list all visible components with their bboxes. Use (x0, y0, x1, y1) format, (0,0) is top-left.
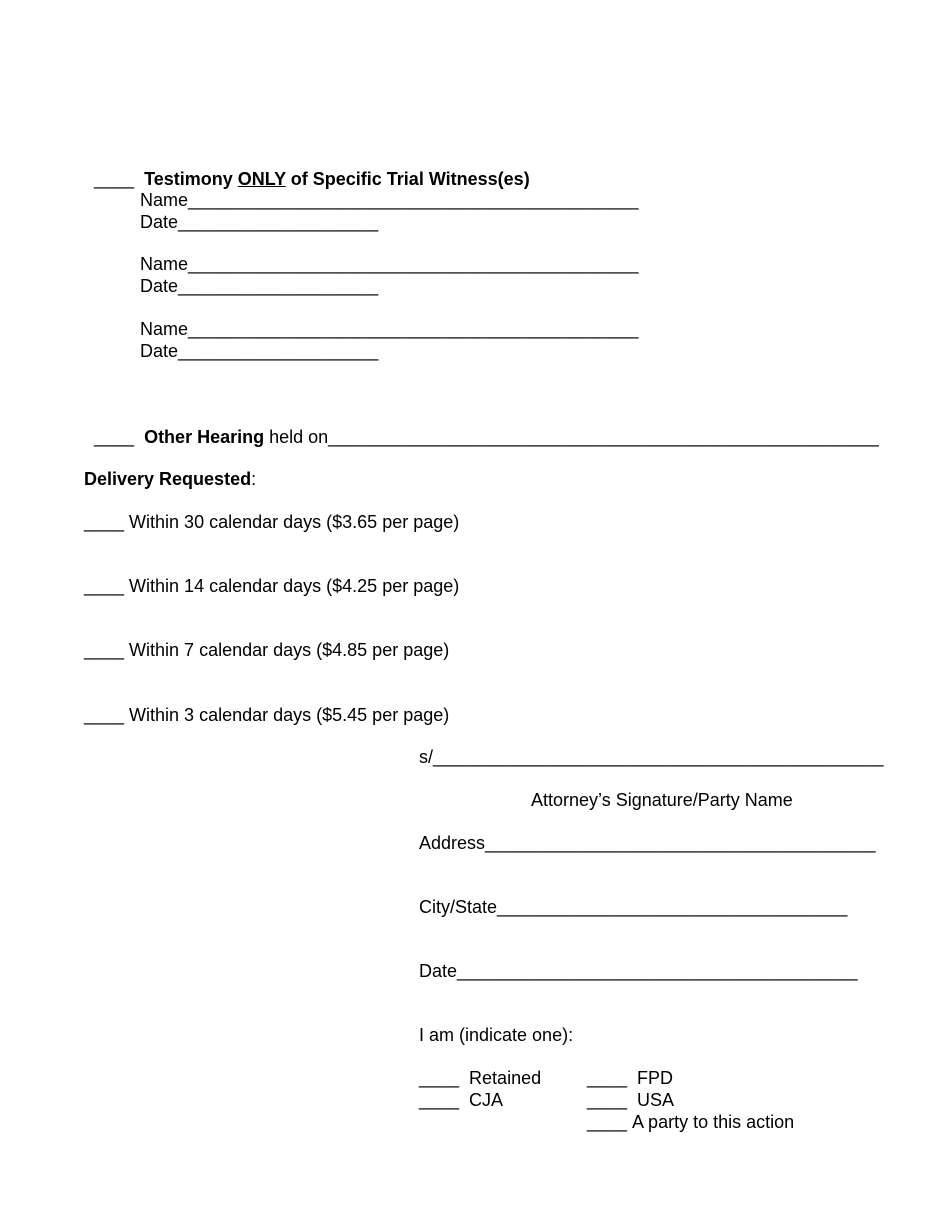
other-hearing-checkbox-blank[interactable]: ____ (94, 427, 135, 447)
signature-date-label: Date (419, 961, 458, 981)
option-party (587, 1111, 794, 1133)
other-hearing-date-field[interactable]: _______________________________________________________ (328, 427, 879, 447)
retained-checkbox-blank[interactable]: ____ (419, 1068, 460, 1088)
city-state-row (419, 896, 847, 918)
witness-2-name-row (140, 253, 639, 275)
witness-1-date-field[interactable]: ____________________ (178, 212, 379, 232)
other-hearing-label: Other Hearing (144, 427, 265, 447)
delivery-option-label: Within 30 calendar days ($3.65 per page) (124, 512, 460, 532)
witness-name-label: Name (140, 319, 189, 339)
usa-checkbox-blank[interactable]: ____ (587, 1090, 628, 1110)
retained-label: Retained (469, 1068, 542, 1088)
delivery-option-3 (84, 704, 449, 726)
address-field[interactable]: _______________________________________ (485, 833, 876, 853)
city-state-field[interactable]: ___________________________________ (497, 897, 848, 917)
delivery-option-label: Within 3 calendar days ($5.45 per page) (124, 705, 450, 725)
address-row (419, 832, 875, 854)
delivery-14-checkbox-blank[interactable]: ____ (84, 576, 125, 596)
witness-1-name-field[interactable]: _____________________________________________ (188, 190, 639, 210)
option-fpd (587, 1067, 673, 1089)
witness-3-date-field[interactable]: ____________________ (178, 341, 379, 361)
witness-1-name-row (140, 189, 639, 211)
witness-date-label: Date (140, 276, 179, 296)
delivery-30-checkbox-blank[interactable]: ____ (84, 512, 125, 532)
signature-date-field[interactable]: ________________________________________ (457, 961, 858, 981)
signature-field[interactable]: _____________________________________________ (433, 747, 884, 767)
fpd-checkbox-blank[interactable]: ____ (587, 1068, 628, 1088)
option-cja (419, 1089, 503, 1111)
delivery-option-label: Within 7 calendar days ($4.85 per page) (124, 640, 450, 660)
signature-row (419, 746, 884, 768)
testimony-row (84, 146, 530, 190)
signature-date-row (419, 960, 857, 982)
witness-2-date-field[interactable]: ____________________ (178, 276, 379, 296)
delivery-option-label: Within 14 calendar days ($4.25 per page) (124, 576, 460, 596)
witness-3-name-field[interactable]: _____________________________________________ (188, 319, 639, 339)
indicate-one-label: I am (indicate one): (419, 1025, 574, 1045)
witness-name-label: Name (140, 190, 189, 210)
option-retained (419, 1067, 541, 1089)
fpd-label: FPD (637, 1068, 674, 1088)
delivery-option-7 (84, 639, 449, 661)
delivery-heading: Delivery Requested: (84, 469, 257, 489)
address-label: Address (419, 833, 486, 853)
witness-date-label: Date (140, 341, 179, 361)
witness-3-date-row (140, 340, 378, 362)
witness-date-label: Date (140, 212, 179, 232)
city-state-label: City/State (419, 897, 498, 917)
option-usa (587, 1089, 674, 1111)
other-hearing-suffix: held on (264, 427, 329, 447)
party-label: A party to this action (632, 1112, 795, 1132)
witness-3-name-row (140, 318, 639, 340)
signature-caption: Attorney’s Signature/Party Name (531, 790, 793, 810)
witness-2-name-field[interactable]: _____________________________________________ (188, 254, 639, 274)
delivery-option-14 (84, 575, 459, 597)
testimony-checkbox-blank[interactable]: ____ (94, 169, 135, 189)
signature-prefix: s/ (419, 747, 434, 767)
delivery-7-checkbox-blank[interactable]: ____ (84, 640, 125, 660)
witness-name-label: Name (140, 254, 189, 274)
cja-label: CJA (469, 1090, 504, 1110)
delivery-3-checkbox-blank[interactable]: ____ (84, 705, 125, 725)
other-hearing-row (84, 404, 879, 448)
witness-2-date-row (140, 275, 378, 297)
testimony-label: Testimony ONLY of Specific Trial Witness(es) (144, 169, 530, 189)
witness-1-date-row (140, 211, 378, 233)
cja-checkbox-blank[interactable]: ____ (419, 1090, 460, 1110)
delivery-option-30 (84, 511, 459, 533)
party-checkbox-blank[interactable]: ____ (587, 1112, 628, 1132)
usa-label: USA (637, 1090, 675, 1110)
